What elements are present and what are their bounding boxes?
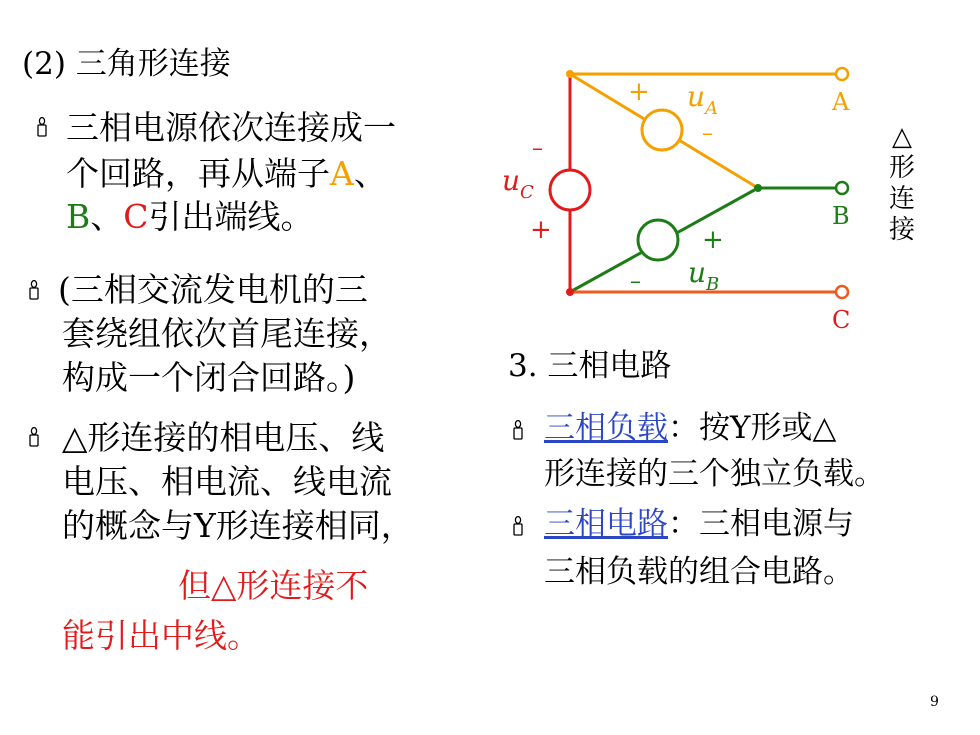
bullet-2-line-1: (三相交流发电机的三 bbox=[58, 270, 368, 309]
side-label-delta-connection bbox=[884, 122, 920, 246]
terminal-a bbox=[836, 68, 848, 80]
bullet-icon bbox=[28, 280, 40, 300]
bullet-3-line-5: 能引出中线。 bbox=[62, 616, 260, 655]
junction-dot bbox=[754, 184, 762, 192]
bullet-icon bbox=[512, 516, 524, 536]
text-span: 、 bbox=[90, 197, 124, 236]
bullet-3-line-2: 电压、相电流、线电流 bbox=[62, 462, 392, 501]
junction-dot bbox=[566, 288, 574, 296]
bullet-1-line-1: 三相电源依次连接成一 bbox=[66, 108, 396, 147]
side-label-char: 形 bbox=[888, 153, 915, 183]
side-label-char: 接 bbox=[888, 215, 915, 245]
page-number: 9 bbox=[930, 694, 939, 710]
section-3-title: 3. 三相电路 bbox=[508, 348, 672, 384]
text-span: 个回路，再从端子 bbox=[66, 154, 330, 193]
terminal-c bbox=[836, 286, 848, 298]
bullet-icon bbox=[512, 420, 524, 440]
side-label-char: 连 bbox=[888, 184, 915, 214]
terminal-a-text: A bbox=[330, 154, 354, 193]
subscript: C bbox=[520, 182, 534, 203]
bullet-3-line-3: 的概念与Y形连接相同， bbox=[62, 506, 414, 545]
u-symbol: u bbox=[502, 164, 521, 197]
phase-b-plus: + bbox=[702, 225, 724, 255]
phase-c-source bbox=[550, 170, 590, 210]
bullet-icon bbox=[36, 117, 48, 137]
terminal-a-label: A bbox=[832, 88, 850, 116]
bullet-1-line-2 bbox=[66, 154, 387, 194]
phase-c-minus: – bbox=[532, 136, 543, 161]
text-span: 引出端线。 bbox=[148, 197, 314, 236]
phase-b-voltage-label bbox=[688, 256, 719, 295]
three-phase-circuit-link[interactable]: 三相电路 bbox=[544, 506, 668, 542]
side-label-char: △ bbox=[892, 122, 912, 152]
subscript: B bbox=[706, 274, 720, 295]
phase-a-source bbox=[642, 110, 682, 150]
bullet-1-line-3 bbox=[66, 197, 314, 237]
bullet-2-line-2: 套绕组依次首尾连接， bbox=[62, 314, 392, 353]
terminal-c-label: C bbox=[832, 306, 851, 334]
text-span: ：按Y形或△ bbox=[668, 410, 837, 446]
text-span: 、 bbox=[353, 154, 387, 193]
terminal-b-label: B bbox=[832, 202, 850, 230]
section-3-item-1-line-1 bbox=[544, 408, 836, 448]
phase-a-minus: – bbox=[702, 121, 713, 146]
subscript: A bbox=[705, 98, 719, 119]
phase-a-voltage-label bbox=[687, 80, 718, 119]
section-3-item-2-line-2: 三相负载的组合电路。 bbox=[544, 554, 854, 590]
bullet-2-line-3: 构成一个闭合回路。) bbox=[62, 358, 356, 397]
terminal-b-text: B bbox=[66, 197, 91, 236]
terminal-b bbox=[836, 182, 848, 194]
terminal-c-text: C bbox=[123, 197, 149, 236]
u-symbol: u bbox=[688, 256, 707, 289]
three-phase-load-link[interactable]: 三相负载 bbox=[544, 410, 668, 446]
u-symbol: u bbox=[687, 80, 706, 113]
phase-b-source bbox=[638, 220, 678, 260]
text-span: ：三相电源与 bbox=[668, 506, 854, 542]
delta-connection-diagram bbox=[490, 60, 910, 340]
bullet-icon bbox=[28, 427, 40, 447]
section-3-item-2-line-1 bbox=[544, 504, 854, 544]
slide-heading: (2) 三角形连接 bbox=[22, 46, 231, 82]
section-3-item-1-line-2: 形连接的三个独立负载。 bbox=[544, 456, 885, 492]
phase-b-minus: – bbox=[630, 269, 641, 294]
junction-dot bbox=[566, 70, 574, 78]
phase-a-plus: + bbox=[628, 77, 650, 107]
bullet-3-line-4: 但△形连接不 bbox=[178, 566, 369, 605]
phase-c-voltage-label bbox=[502, 164, 534, 203]
phase-c-plus: + bbox=[530, 215, 552, 245]
bullet-3-line-1: △形连接的相电压、线 bbox=[62, 418, 385, 457]
